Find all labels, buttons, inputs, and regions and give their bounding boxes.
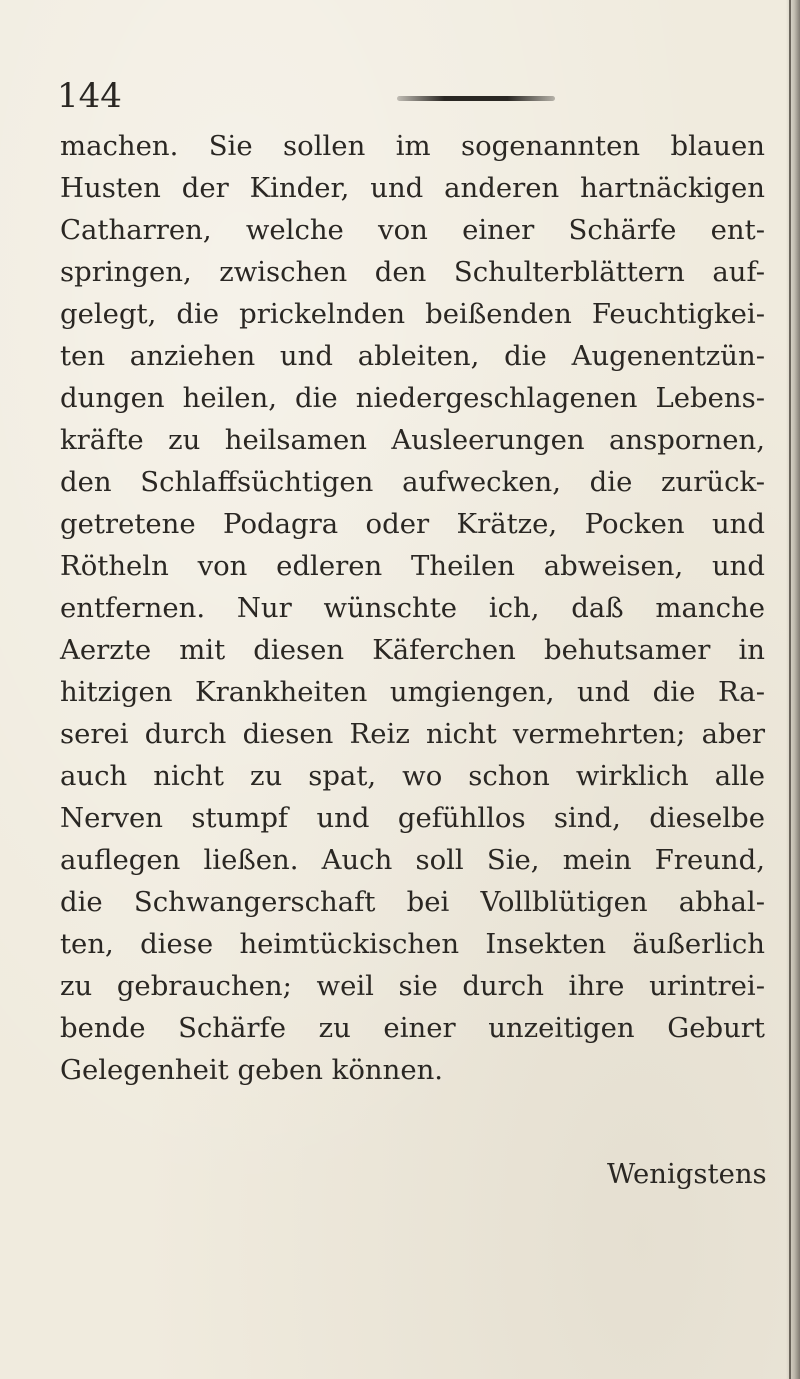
text-line: Aerzte mit diesen Käferchen behutsamer in — [60, 634, 765, 666]
body-text — [60, 125, 765, 1091]
text-line: Catharren, welche von einer Schärfe ent- — [60, 214, 765, 246]
catchword: Wenigstens — [607, 1158, 767, 1190]
text-line: Rötheln von edleren Theilen abweisen, und — [60, 550, 765, 582]
page-edge-line — [789, 0, 791, 1379]
text-line: auflegen ließen. Auch soll Sie, mein Freund, — [60, 844, 765, 876]
text-line: auch nicht zu spat, wo schon wirklich alle — [60, 760, 765, 792]
text-line: entfernen. Nur wünschte ich, daß manche — [60, 592, 765, 624]
text-line: bende Schärfe zu einer unzeitigen Geburt — [60, 1012, 765, 1044]
text-line: den Schlaffsüchtigen aufwecken, die zurück- — [60, 466, 765, 498]
page-number: 144 — [57, 76, 122, 116]
text-line: machen. Sie sollen im sogenannten blauen — [60, 130, 765, 162]
text-line: dungen heilen, die niedergeschlagenen Lebens- — [60, 382, 765, 414]
text-line: ten anziehen und ableiten, die Augenentzün- — [60, 340, 765, 372]
text-line: kräfte zu heilsamen Ausleerungen anspornen, — [60, 424, 765, 456]
text-line: Husten der Kinder, und anderen hartnäckigen — [60, 172, 765, 204]
header-rule — [397, 96, 555, 101]
text-line: springen, zwischen den Schulterblättern auf- — [60, 256, 765, 288]
text-line: getretene Podagra oder Krätze, Pocken und — [60, 508, 765, 540]
text-line: gelegt, die prickelnden beißenden Feuchtigkei- — [60, 298, 765, 330]
text-line: Gelegenheit geben können. — [60, 1054, 444, 1086]
text-line: serei durch diesen Reiz nicht vermehrten; aber — [60, 718, 765, 750]
text-line: zu gebrauchen; weil sie durch ihre urintrei- — [60, 970, 765, 1002]
text-line: die Schwangerschaft bei Vollblütigen abhal- — [60, 886, 765, 918]
text-line: hitzigen Krankheiten umgiengen, und die Ra- — [60, 676, 765, 708]
text-line: ten, diese heimtückischen Insekten äußerlich — [60, 928, 765, 960]
text-line: Nerven stumpf und gefühllos sind, dieselbe — [60, 802, 765, 834]
